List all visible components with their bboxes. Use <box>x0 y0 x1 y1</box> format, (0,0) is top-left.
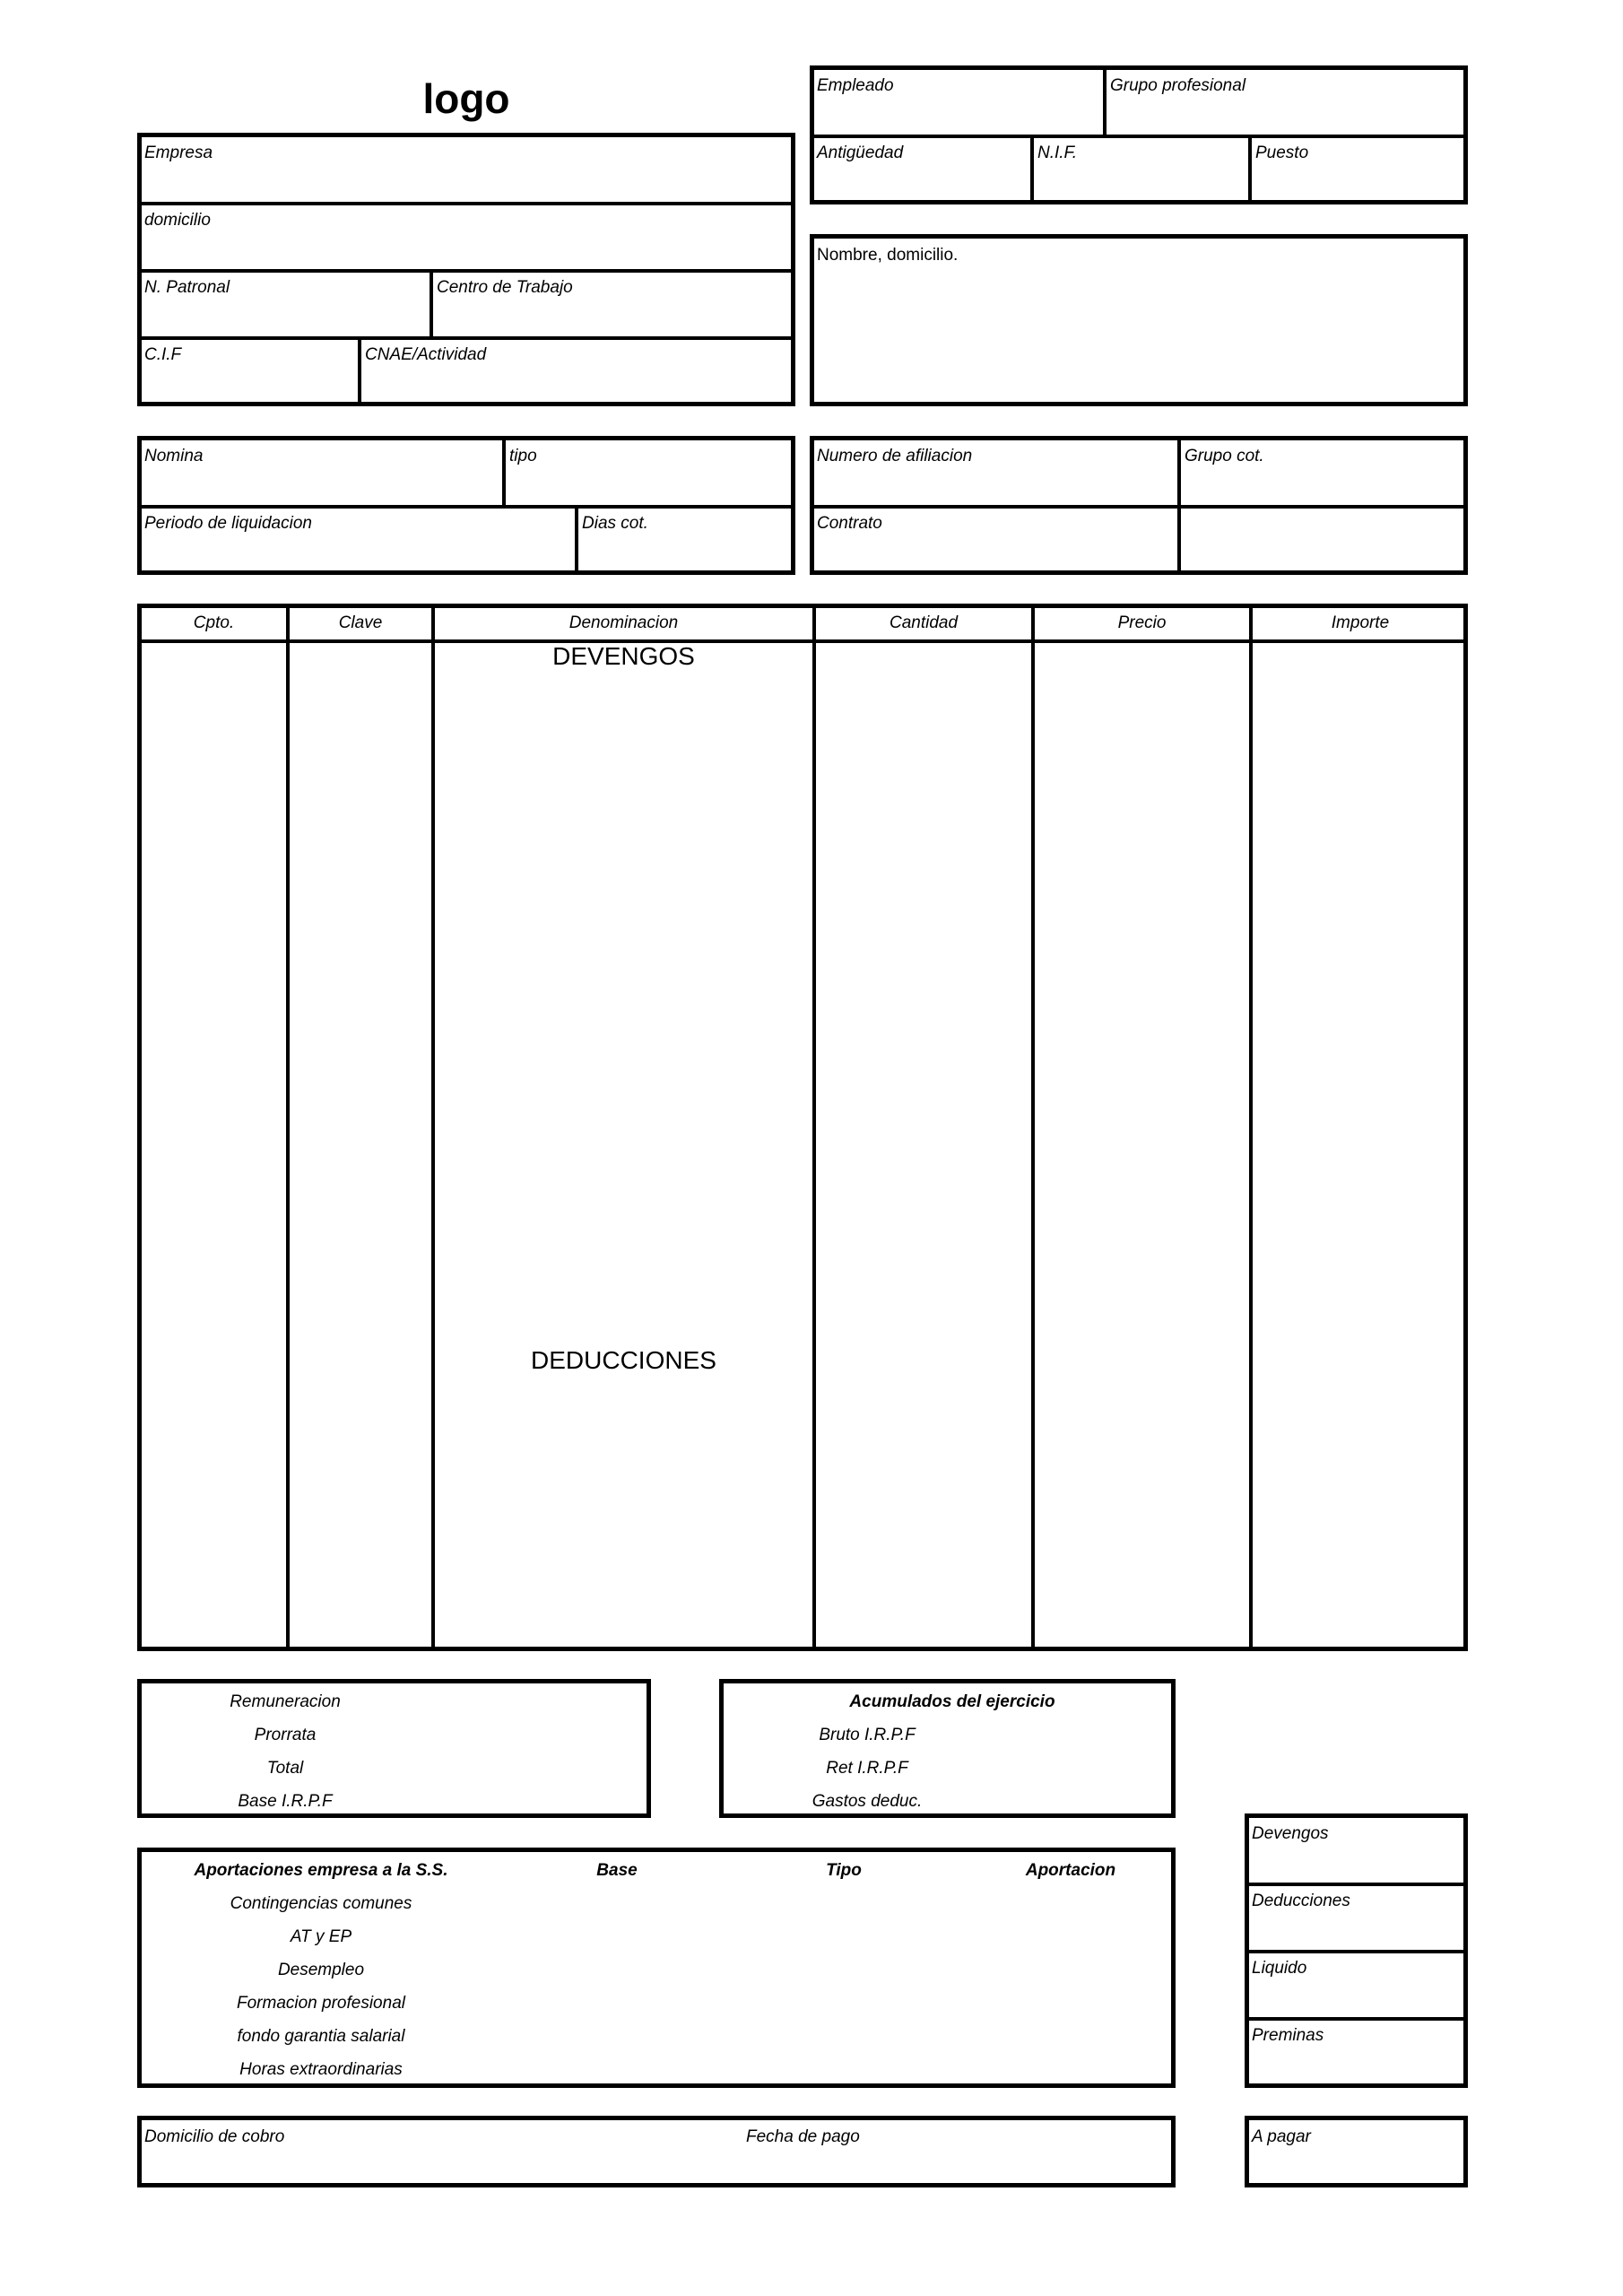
concepts-table <box>137 604 1468 1651</box>
empresa-label: Empresa <box>144 144 213 162</box>
empleado-label: Empleado <box>817 76 894 95</box>
header-denominacion: Denominacion <box>568 613 679 632</box>
remuneracion-label: Remuneracion <box>230 1692 341 1711</box>
nif-label: N.I.F. <box>1037 144 1077 162</box>
grupo-cot-label: Grupo cot. <box>1185 447 1264 465</box>
devengos-total-label: Devengos <box>1252 1824 1329 1843</box>
total-label: Total <box>266 1759 304 1778</box>
totals-box <box>1245 1813 1468 2088</box>
bruto-irpf-label: Bruto I.R.P.F <box>819 1726 916 1744</box>
nomina-label: Nomina <box>144 447 204 465</box>
a-pagar-box <box>1245 2116 1468 2187</box>
nombre-domicilio-box <box>810 234 1468 406</box>
employee-box <box>810 65 1468 204</box>
contrato-label: Contrato <box>817 514 882 533</box>
deducciones-section-label: DEDUCCIONES <box>531 1346 716 1374</box>
tipo-label: tipo <box>509 447 537 465</box>
fecha-pago-label: Fecha de pago <box>746 2127 860 2146</box>
nombre-domicilio-label: Nombre, domicilio. <box>817 246 959 265</box>
preminas-label: Preminas <box>1252 2026 1324 2045</box>
domicilio-cobro-label: Domicilio de cobro <box>144 2127 285 2146</box>
header-cantidad: Cantidad <box>889 613 959 632</box>
prorrata-label: Prorrata <box>254 1726 317 1744</box>
formacion-profesional-label: Formacion profesional <box>237 1994 405 2013</box>
aportaciones-base-header: Base <box>596 1861 638 1880</box>
horas-extraordinarias-label: Horas extraordinarias <box>239 2060 403 2079</box>
grupo-profesional-label: Grupo profesional <box>1110 76 1246 95</box>
header-clave: Clave <box>338 613 383 632</box>
liquido-label: Liquido <box>1252 1959 1307 1978</box>
logo-text: logo <box>422 75 510 122</box>
cnae-label: CNAE/Actividad <box>365 345 487 364</box>
desempleo-label: Desempleo <box>277 1961 365 1979</box>
contingencias-comunes-label: Contingencias comunes <box>230 1894 412 1913</box>
numero-afiliacion-label: Numero de afiliacion <box>817 447 973 465</box>
header-precio: Precio <box>1117 613 1167 632</box>
devengos-section-label: DEVENGOS <box>552 642 695 670</box>
puesto-label: Puesto <box>1255 144 1309 162</box>
base-irpf-label: Base I.R.P.F <box>238 1792 333 1811</box>
aportaciones-box <box>137 1848 1176 2088</box>
cif-label: C.I.F <box>144 345 182 364</box>
afiliacion-box <box>810 436 1468 575</box>
ret-irpf-label: Ret I.R.P.F <box>826 1759 908 1778</box>
dias-cot-label: Dias cot. <box>582 514 648 533</box>
aportaciones-title: Aportaciones empresa a la S.S. <box>194 1861 448 1880</box>
acumulados-box <box>719 1679 1176 1818</box>
periodo-liquidacion-label: Periodo de liquidacion <box>144 514 312 533</box>
n-patronal-label: N. Patronal <box>144 278 230 297</box>
aportaciones-tipo-header: Tipo <box>826 1861 862 1880</box>
company-box <box>137 133 795 406</box>
fondo-garantia-label: fondo garantia salarial <box>237 2027 405 2046</box>
remuneracion-box <box>137 1679 651 1818</box>
deducciones-total-label: Deducciones <box>1252 1892 1350 1910</box>
antiguedad-label: Antigüedad <box>817 144 904 162</box>
domicilio-cobro-box <box>137 2116 1176 2187</box>
acumulados-title: Acumulados del ejercicio <box>849 1692 1055 1711</box>
header-importe: Importe <box>1331 613 1390 632</box>
at-ep-label: AT y EP <box>290 1927 352 1946</box>
a-pagar-label: A pagar <box>1252 2127 1311 2146</box>
nomina-box <box>137 436 795 575</box>
header-cpto: Cpto. <box>193 613 235 632</box>
aportaciones-aportacion-header: Aportacion <box>1025 1861 1116 1880</box>
gastos-deduc-label: Gastos deduc. <box>812 1792 923 1811</box>
domicilio-label: domicilio <box>144 211 211 230</box>
centro-trabajo-label: Centro de Trabajo <box>437 278 573 297</box>
